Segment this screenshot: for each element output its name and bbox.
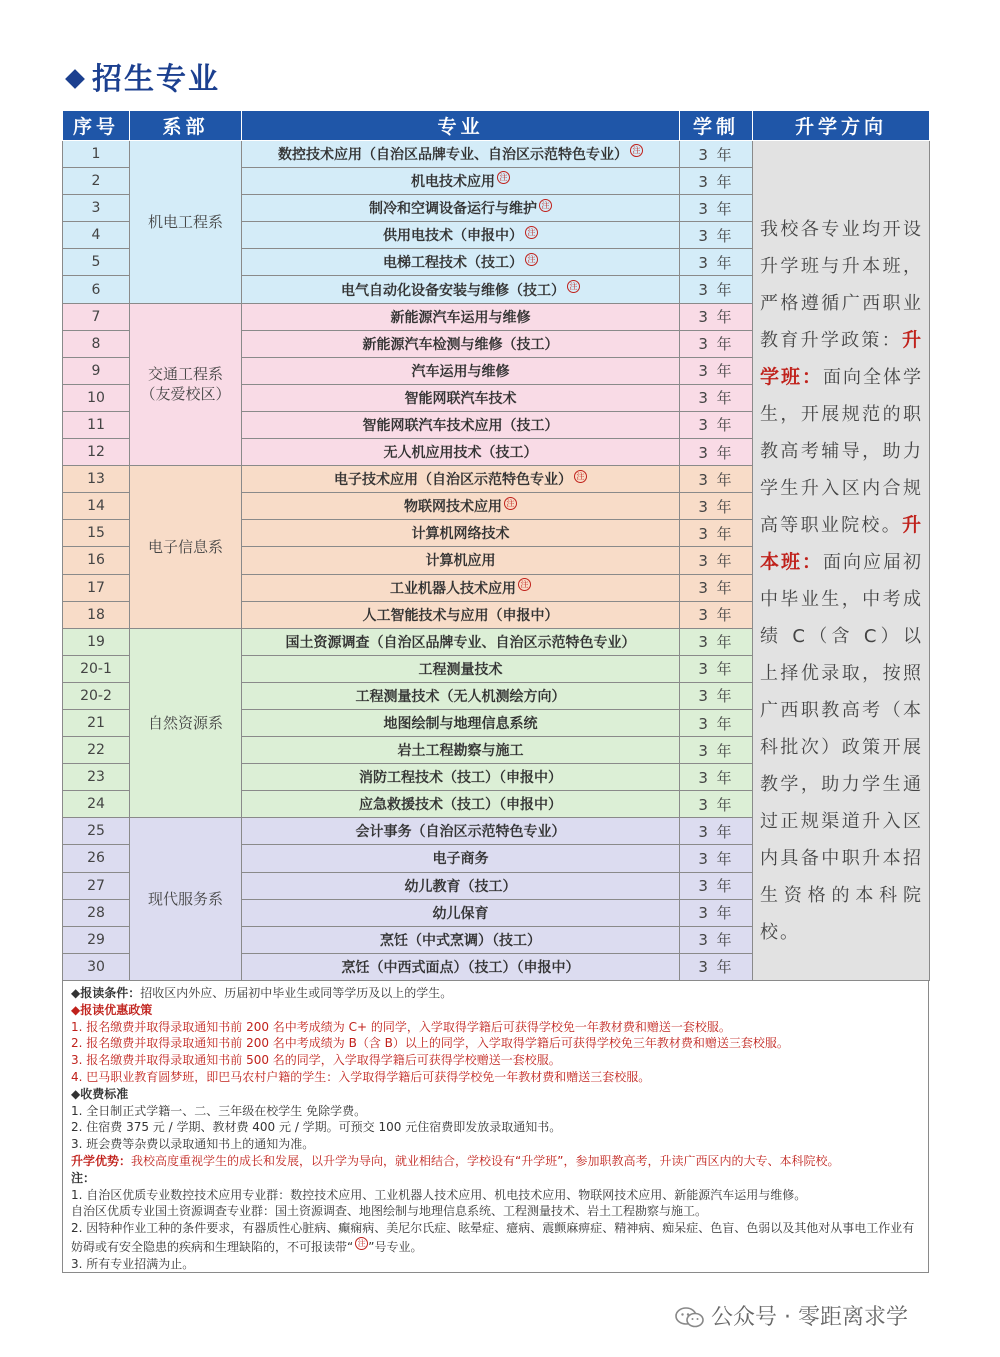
major-cell: [242, 520, 680, 547]
department-name: 交通工程系: [147, 365, 223, 384]
major-cell: [242, 195, 680, 222]
department-name: 现代服务系: [147, 890, 223, 909]
header-cell: 序号: [63, 111, 130, 141]
major-cell: [242, 466, 680, 493]
major-cell: [242, 818, 680, 845]
major-name: 烹饪（中式烹调）（技工）: [380, 932, 541, 949]
row-number: 15: [63, 520, 130, 547]
duration-cell: 3 年: [680, 439, 753, 466]
duration-cell: 3 年: [680, 872, 753, 899]
note-item-part: 2. 因特种作业工种的条件要求，有器质性心脏病、癫痫病、美尼尔氏症、眩晕症、癔病、震颤麻痹症、精神病、痴呆症、色盲、色弱以及其他对从事电工作业有妨碍或有安全隐患的疾病和生理缺陷的，不可报读带“: [71, 1221, 915, 1254]
note-item: 3. 所有专业招满为止。: [71, 1256, 195, 1271]
duration-cell: 3 年: [680, 791, 753, 818]
direction-class2-label: 升本班：: [760, 514, 923, 573]
major-name: 工程测量技术: [418, 661, 503, 678]
row-number: 17: [63, 574, 130, 601]
duration-cell: 3 年: [680, 899, 753, 926]
table-row: [63, 141, 930, 168]
major-cell: [242, 764, 680, 791]
direction-intro: 我校各专业均开设升学班与升本班，严格遵循广西职业教育升学政策：: [760, 219, 923, 351]
header-cell: 专业: [242, 111, 680, 141]
duration-cell: 3 年: [680, 141, 753, 168]
row-number: 14: [63, 493, 130, 520]
major-name: 工业机器人技术应用: [390, 580, 516, 597]
major-name: 制冷和空调设备运行与维护: [369, 201, 537, 218]
discount-item: 2. 报名缴费并取得录取通知书前 200 名中考成绩为 B（含 B）以上的同学，入学取得学籍后可获得学校免三年教材费和赠送三套校服。: [71, 1036, 789, 1051]
major-name: 国土资源调查（自治区品牌专业、自治区示范特色专业）: [285, 634, 636, 651]
row-number: 25: [63, 818, 130, 845]
major-cell: [242, 682, 680, 709]
major-name: 计算机网络技术: [411, 526, 510, 543]
duration-cell: 3 年: [680, 330, 753, 357]
discount-item: 1. 报名缴费并取得录取通知书前 200 名中考成绩为 C+ 的同学，入学取得学籍后可获得学校免一年教材费和赠送一套校服。: [71, 1019, 731, 1034]
row-number: 13: [63, 466, 130, 493]
major-cell: [242, 547, 680, 574]
duration-cell: 3 年: [680, 384, 753, 411]
table-body: [63, 141, 930, 981]
major-cell: [242, 276, 680, 303]
major-cell: [242, 872, 680, 899]
note-item: [71, 1220, 920, 1256]
advantage-line: [71, 1153, 920, 1170]
direction-text: [760, 211, 923, 951]
duration-cell: 3 年: [680, 709, 753, 736]
duration-cell: 3 年: [680, 655, 753, 682]
major-cell: [242, 411, 680, 438]
major-name: 新能源汽车检测与维修（技工）: [362, 336, 559, 353]
major-cell: [242, 791, 680, 818]
row-number: 20-2: [63, 682, 130, 709]
row-number: 19: [63, 628, 130, 655]
major-cell: [242, 439, 680, 466]
major-name: 烹饪（中西式面点）（技工）（申报中）: [341, 959, 580, 976]
row-number: 3: [63, 195, 130, 222]
major-name: 幼儿教育（技工）: [404, 878, 517, 895]
major-name: 消防工程技术（技工）（申报中）: [359, 770, 562, 787]
department-cell: [130, 466, 242, 629]
duration-cell: 3 年: [680, 601, 753, 628]
department-name: 机电工程系: [147, 212, 223, 231]
duration-cell: 3 年: [680, 737, 753, 764]
row-number: 5: [63, 249, 130, 276]
major-name: 工程测量技术（无人机测绘方向）: [355, 688, 566, 705]
major-name: 新能源汽车运用与维修: [390, 309, 531, 326]
major-cell: [242, 737, 680, 764]
row-number: 18: [63, 601, 130, 628]
row-number: 30: [63, 953, 130, 980]
major-cell: [242, 655, 680, 682]
table-header-row: [63, 111, 930, 141]
note-mark-icon: 注: [574, 470, 587, 483]
department-name: （友爱校区）: [140, 385, 231, 404]
department-cell: [130, 818, 242, 981]
fee-item: 1. 全日制正式学籍一、二、三年级在校学生 免除学费。: [71, 1103, 367, 1118]
duration-cell: 3 年: [680, 357, 753, 384]
major-cell: [242, 141, 680, 168]
note-mark-icon: 注: [525, 226, 538, 239]
row-number: 2: [63, 168, 130, 195]
duration-cell: 3 年: [680, 628, 753, 655]
duration-cell: 3 年: [680, 168, 753, 195]
major-cell: [242, 953, 680, 980]
duration-cell: 3 年: [680, 249, 753, 276]
major-name: 汽车运用与维修: [411, 363, 510, 380]
note-mark-icon: 注: [504, 497, 517, 510]
major-cell: [242, 709, 680, 736]
note-mark-icon: 注: [539, 199, 552, 212]
major-name: 会计事务（自治区示范特色专业）: [355, 824, 566, 841]
row-number: 21: [63, 709, 130, 736]
major-table-container: [62, 110, 929, 981]
notes-section: [62, 981, 929, 1273]
eligibility-text: 招收区内外应、历届初中毕业生或同等学历及以上的学生。: [140, 986, 453, 1000]
major-cell: [242, 493, 680, 520]
major-name: 智能网联汽车技术应用（技工）: [362, 417, 559, 434]
row-number: 23: [63, 764, 130, 791]
row-number: 16: [63, 547, 130, 574]
row-number: 22: [63, 737, 130, 764]
wechat-icon: [675, 1306, 705, 1330]
major-name: 计算机应用: [425, 553, 496, 570]
duration-cell: 3 年: [680, 195, 753, 222]
advantage-text: 我校高度重视学生的成长和发展，以升学为导向，就业相结合，学校设有“升学班”，参加职教高考，升读广西区内的大专、本科院校。: [131, 1153, 840, 1168]
major-cell: [242, 845, 680, 872]
note-mark-icon: 注: [567, 280, 580, 293]
duration-cell: 3 年: [680, 764, 753, 791]
major-name: 电梯工程技术（技工）: [383, 255, 523, 272]
major-name: 应急救援技术（技工）（申报中）: [359, 797, 562, 814]
duration-cell: 3 年: [680, 547, 753, 574]
row-number: 12: [63, 439, 130, 466]
footer-account: [675, 1300, 908, 1336]
note-mark-icon: 注: [630, 144, 643, 157]
row-number: 6: [63, 276, 130, 303]
discount-item: 3. 报名缴费并取得录取通知书前 500 名的同学，入学取得学籍后可获得学校赠送一套校服。: [71, 1053, 561, 1068]
major-cell: [242, 926, 680, 953]
major-table: [62, 110, 930, 981]
note-item: 自治区优质专业国土资源调查专业群：国土资源调查、地图绘制与地理信息系统、工程测量技术、岩土工程勘察与施工。: [71, 1204, 708, 1219]
page-title: [62, 58, 220, 102]
duration-cell: 3 年: [680, 276, 753, 303]
row-number: 29: [63, 926, 130, 953]
note-mark-icon: 注: [355, 1237, 368, 1250]
duration-cell: 3 年: [680, 818, 753, 845]
row-number: 26: [63, 845, 130, 872]
fee-item: 3. 班会费等杂费以录取通知书上的通知为准。: [71, 1137, 315, 1152]
eligibility-label: ◆报读条件：: [71, 986, 141, 1000]
department-cell: [130, 303, 242, 466]
duration-cell: 3 年: [680, 466, 753, 493]
advantage-label: 升学优势：: [71, 1153, 132, 1168]
discount-title: ◆报读优惠政策: [71, 1002, 153, 1017]
major-name: 无人机应用技术（技工）: [383, 445, 538, 462]
duration-cell: 3 年: [680, 682, 753, 709]
fee-title: ◆收费标准: [71, 1086, 129, 1101]
eligibility-line: [71, 985, 920, 1002]
direction-cell: [753, 141, 930, 981]
major-name: 电子商务: [432, 851, 489, 868]
major-cell: [242, 899, 680, 926]
major-cell: [242, 384, 680, 411]
row-number: 4: [63, 222, 130, 249]
major-name: 电子技术应用（自治区示范特色专业）: [334, 472, 572, 489]
fee-item: 2. 住宿费 375 元 / 学期、教材费 400 元 / 学期。可预交 100 元住宿费即发放录取通知书。: [71, 1120, 562, 1135]
row-number: 27: [63, 872, 130, 899]
major-name: 智能网联汽车技术: [404, 390, 517, 407]
header-cell: 学制: [680, 111, 753, 141]
note-mark-icon: 注: [497, 171, 510, 184]
direction-class1-text: 面向全体学生，开展规范的职教高考辅导，助力学生升入区内合规高等职业院校。: [760, 367, 924, 536]
duration-cell: 3 年: [680, 926, 753, 953]
major-cell: [242, 574, 680, 601]
department-name: 电子信息系: [147, 537, 223, 556]
discount-item: 4. 巴马职业教育圆梦班，即巴马农村户籍的学生：入学取得学籍后可获得学校免一年教材费和赠送三套校服。: [71, 1069, 651, 1084]
header-cell: 升学方向: [753, 111, 930, 141]
note-label: 注：: [71, 1170, 96, 1185]
direction-class1-label: 升学班：: [760, 329, 923, 388]
major-name: 人工智能技术与应用（申报中）: [362, 607, 559, 624]
duration-cell: 3 年: [680, 574, 753, 601]
major-name: 物联网技术应用: [404, 499, 502, 516]
major-cell: [242, 222, 680, 249]
note-mark-icon: 注: [518, 578, 531, 591]
duration-cell: 3 年: [680, 520, 753, 547]
major-name: 岩土工程勘察与施工: [397, 743, 524, 760]
major-cell: [242, 601, 680, 628]
duration-cell: 3 年: [680, 411, 753, 438]
note-item: 1. 自治区优质专业数控技术应用专业群：数控技术应用、工业机器人技术应用、机电技术应用、物联网技术应用、新能源汽车运用与维修。: [71, 1187, 807, 1202]
footer-text: 公众号 · 零距离求学: [711, 1305, 908, 1330]
row-number: 20-1: [63, 655, 130, 682]
major-cell: [242, 249, 680, 276]
row-number: 24: [63, 791, 130, 818]
row-number: 7: [63, 303, 130, 330]
major-cell: [242, 168, 680, 195]
row-number: 8: [63, 330, 130, 357]
major-name: 地图绘制与地理信息系统: [383, 716, 538, 733]
major-name: 电气自动化设备安装与维修（技工）: [341, 282, 565, 299]
row-number: 28: [63, 899, 130, 926]
note-item-part: ”号专业。: [368, 1239, 423, 1254]
direction-class2-text: 面向应届初中毕业生，中考成绩 C（含 C）以上择优录取，按照广西职教高考（本科批次）政策开展教学，助力学生通过正规渠道升入区内具备中职升本招生资格的本科院校。: [760, 552, 924, 943]
row-number: 1: [63, 141, 130, 168]
duration-cell: 3 年: [680, 303, 753, 330]
note-mark-icon: 注: [525, 253, 538, 266]
diamond-icon: [65, 69, 85, 89]
department-cell: [130, 141, 242, 304]
major-cell: [242, 357, 680, 384]
duration-cell: 3 年: [680, 845, 753, 872]
major-name: 供用电技术（申报中）: [383, 228, 523, 245]
duration-cell: 3 年: [680, 493, 753, 520]
major-cell: [242, 330, 680, 357]
major-name: 数控技术应用（自治区品牌专业、自治区示范特色专业）: [278, 147, 628, 164]
major-cell: [242, 303, 680, 330]
major-cell: [242, 628, 680, 655]
row-number: 10: [63, 384, 130, 411]
header-cell: 系部: [130, 111, 242, 141]
duration-cell: 3 年: [680, 953, 753, 980]
major-name: 机电技术应用: [411, 174, 495, 191]
duration-cell: 3 年: [680, 222, 753, 249]
row-number: 11: [63, 411, 130, 438]
department-cell: [130, 628, 242, 818]
department-name: 自然资源系: [147, 714, 223, 733]
row-number: 9: [63, 357, 130, 384]
page-title-text: 招生专业: [92, 62, 220, 97]
major-name: 幼儿保育: [432, 905, 489, 922]
